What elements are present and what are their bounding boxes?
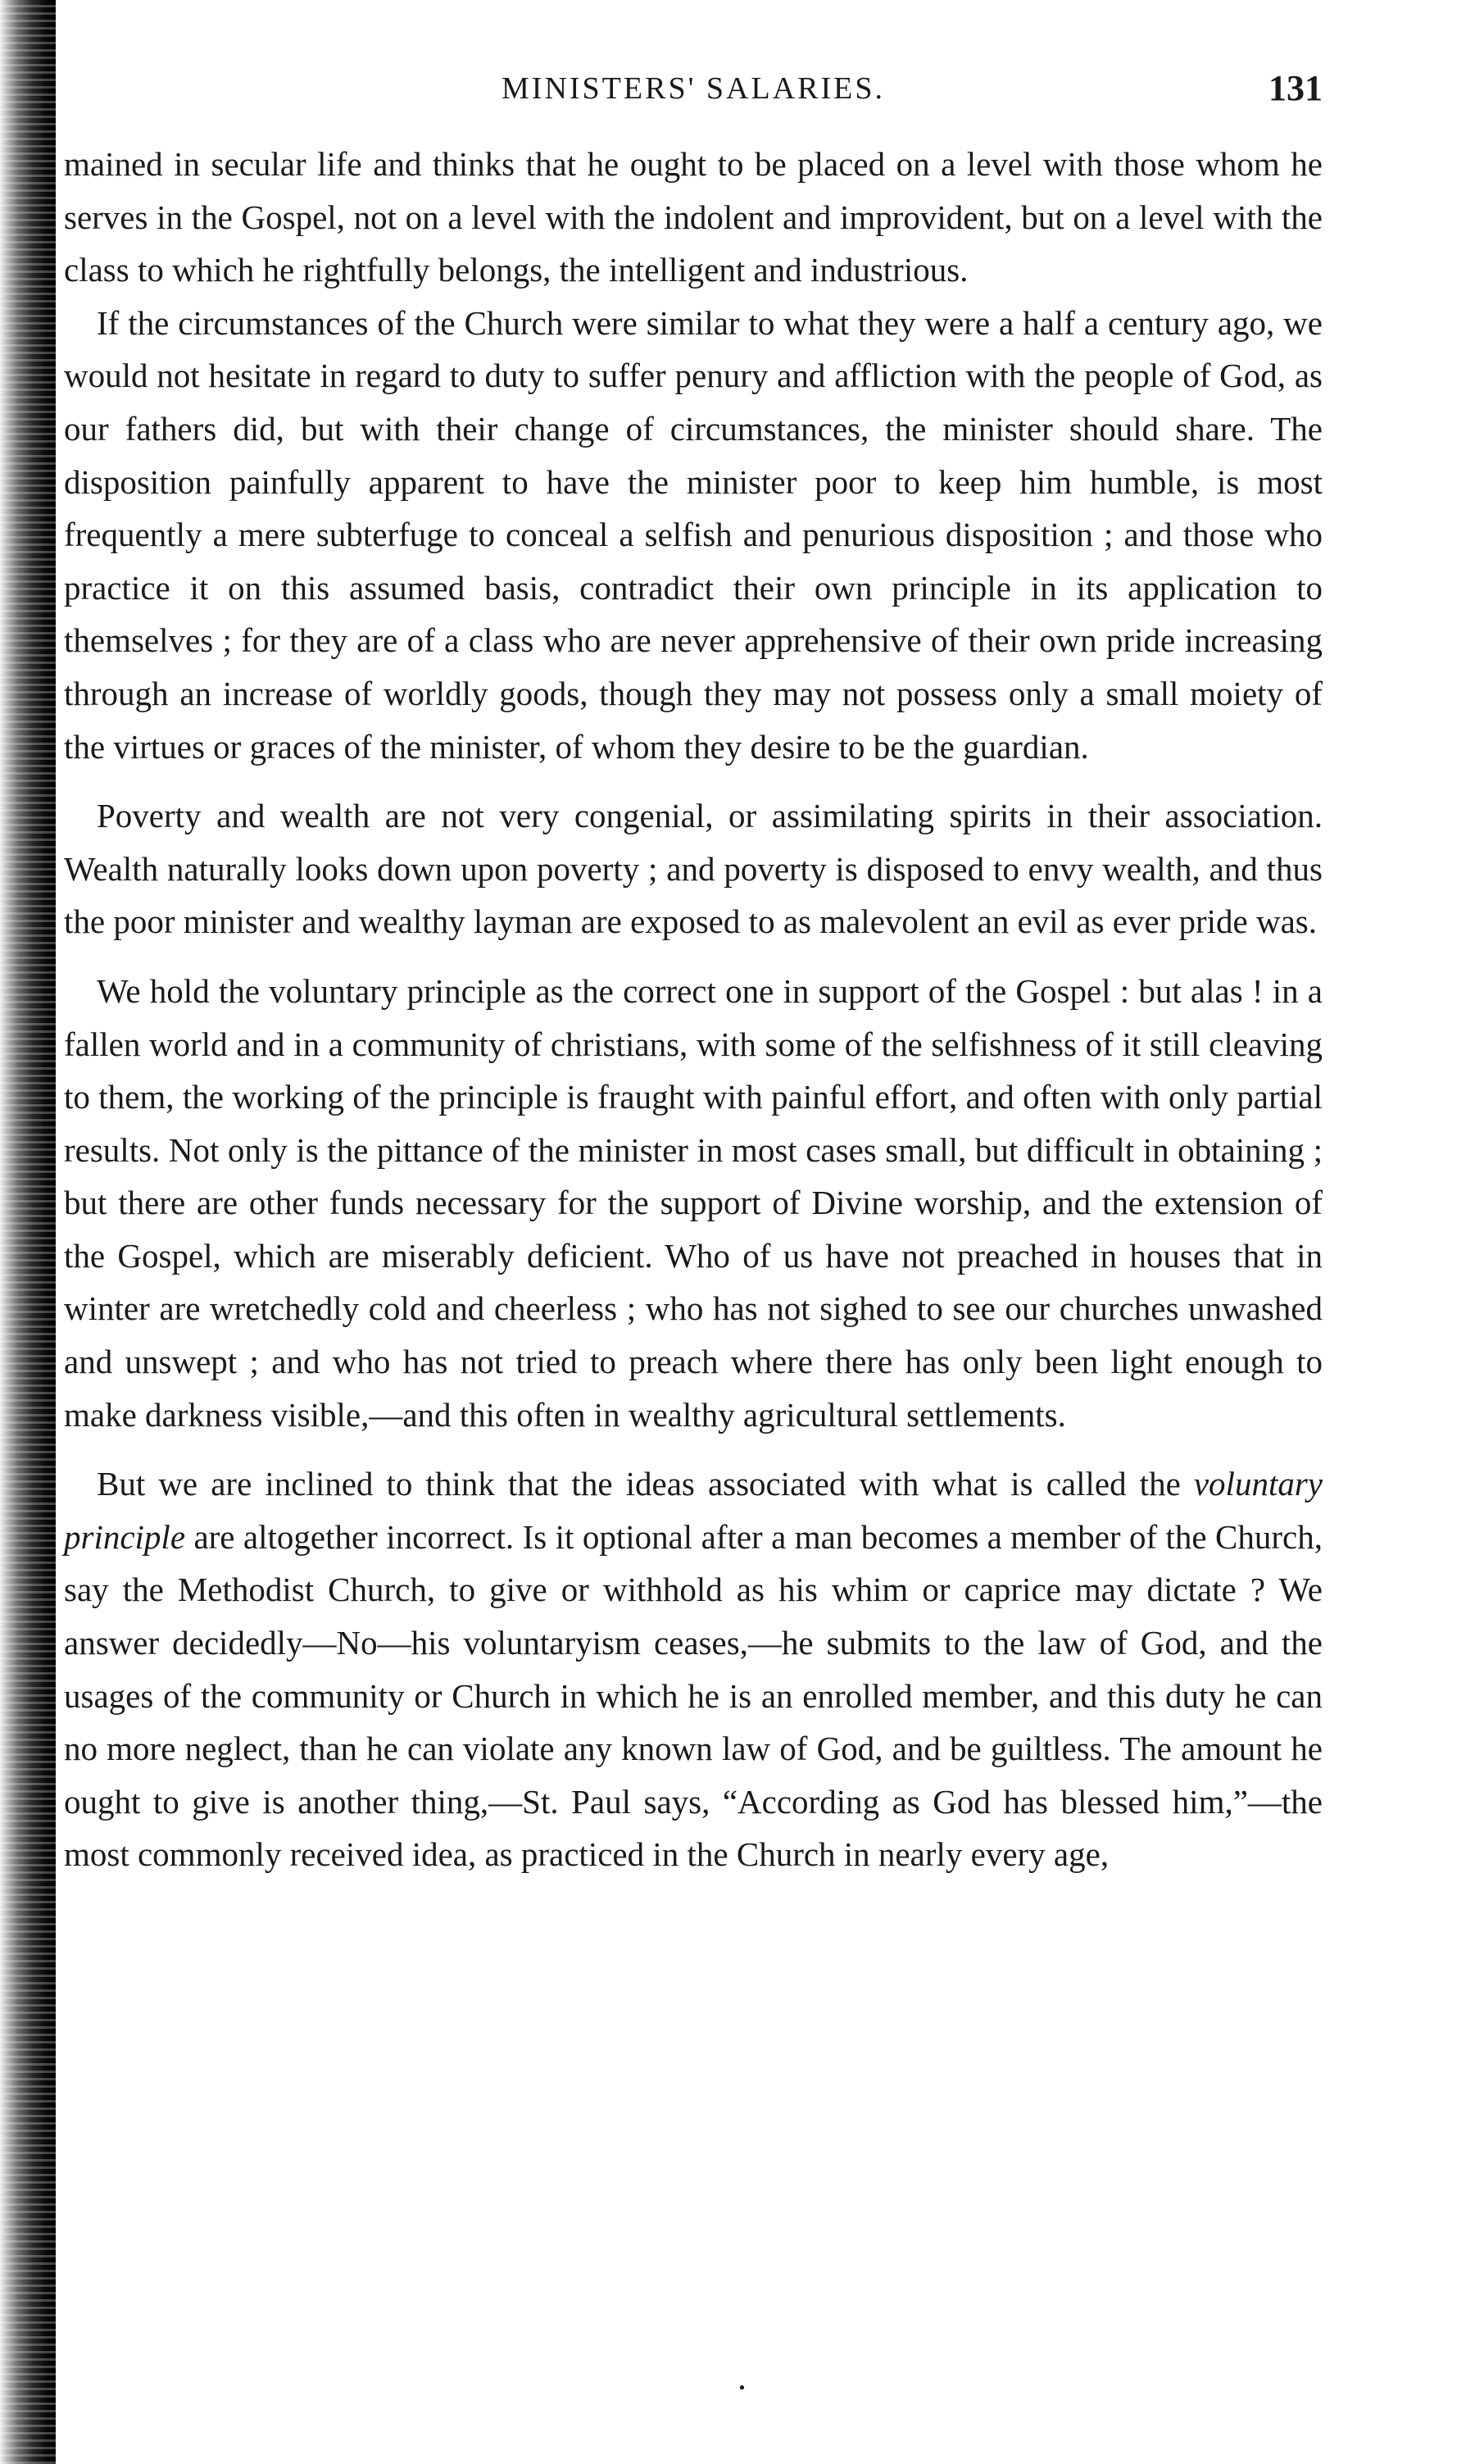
- paragraph-optional-giving: [64, 1457, 1323, 1881]
- paragraph-circumstances: If the circumstances of the Church were similar to what they were a half a century ago, we would not hesitate in regard to duty to suffer penury and affliction with the people of God, as our fathers did, but with their change of circumstances, the minister should share. The disposition painfully apparent to have the minister poor to keep him humble, is most frequently a mere subterfuge to conceal a selfish and penurious disposition ; and those who practice it on this assumed basis, contradict their own principle in its application to themselves ; for they are of a class who are never apprehensive of their own pride increasing through an increase of worldly goods, though they may not possess only a small moiety of the virtues or graces of the minister, of whom they desire to be the guardian.: [64, 303, 1323, 766]
- paragraph-text-before: But we are inclined to think that the ideas associated with what is called the: [97, 1465, 1194, 1503]
- paragraph-voluntary-principle: We hold the voluntary principle as the correct one in support of the Gospel : but alas ! in a fallen world and in a community of christians, with some of the selfishness of it still cleaving to them, the working of the principle is fraught with painful effort, and often with only partial results. Not only is the pittance of the minister in most cases small, but difficult in obtaining ; but there are other funds necessary for the support of Divine worship, and the extension of the Gospel, which are miserably deficient. Who of us have not preached in houses that in winter are wretchedly cold and cheerless ; who has not sighed to see our churches unwashed and unswept ; and who has not tried to preach where there has only been light enough to make darkness visible,—and this often in wealthy agricultural settlements.: [64, 971, 1323, 1434]
- paragraph-poverty-wealth: Poverty and wealth are not very congenial, or assimilating spirits in their association. Wealth naturally looks down upon poverty ; and poverty is disposed to envy wealth, and thus the poor minister and wealthy layman are exposed to as malevolent an evil as ever pride was.: [64, 797, 1323, 941]
- footer-mark: •: [738, 2377, 746, 2398]
- paragraph-continued: mained in secular life and thinks that he ought to be placed on a level with those whom he serves in the Gospel, not on a level with the indolent and improvident, but on a level with the class to which he rightfully belongs, the intelligent and industrious.: [64, 145, 1323, 289]
- running-title: MINISTERS' SALARIES.: [501, 71, 885, 106]
- page-binding-edge: [0, 0, 56, 2464]
- emphasized-term: voluntary principle: [64, 1465, 1323, 1556]
- paragraph-text-after: are altogether incorrect. Is it optional after a man becomes a member of the Church, say the Methodist Church, to give or withhold as his whim or caprice may dictate ? We answer decidedly—No—his voluntaryism ceases,—he submits to the law of God, and the usages of the community or Church in which he is an enrolled member, and this duty he can no more neglect, than he can violate any known law of God, and be guiltless. The amount he ought to give is another thing,—St. Paul says, “According as God has blessed him,”—the most commonly received idea, as practiced in the Church in nearly every age,: [64, 1517, 1323, 1874]
- page-number: 131: [1268, 68, 1323, 108]
- body-text: [64, 138, 1323, 1881]
- running-header: [64, 64, 1323, 113]
